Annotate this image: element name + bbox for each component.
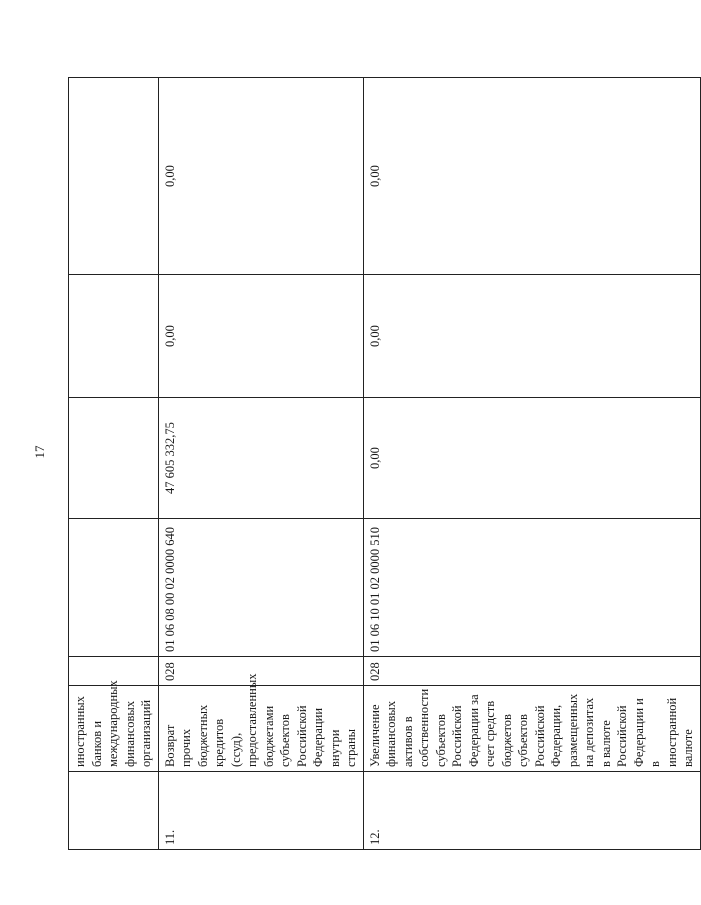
row-admin-code: 028 [363, 657, 700, 686]
row-amount-3 [69, 78, 159, 275]
row-name: иностранных банков и международных финансовых организаций [69, 686, 159, 772]
row-amount-2: 0,00 [363, 275, 700, 398]
row-number [69, 772, 159, 850]
table-row [363, 78, 700, 850]
row-amount-2: 0,00 [158, 275, 363, 398]
row-amount-1: 0,00 [363, 398, 700, 519]
rotated-table-area [68, 78, 695, 850]
page-number: 17 [32, 445, 47, 459]
table-row [158, 78, 363, 850]
row-budget-code [69, 519, 159, 657]
row-admin-code: 028 [158, 657, 363, 686]
row-number: 11. [158, 772, 363, 850]
row-budget-code: 01 06 08 00 02 0000 640 [158, 519, 363, 657]
row-amount-3: 0,00 [363, 78, 700, 275]
row-amount-2 [69, 275, 159, 398]
row-name: Возврат прочих бюджетных кредитов (ссуд), предоставленных бюджетами субъектов Российской Федерации внутри страны [158, 686, 363, 772]
row-number: 12. [363, 772, 700, 850]
row-amount-1: 47 605 332,75 [158, 398, 363, 519]
row-name: Увеличение финансовых активов в собственности субъектов Российской Федерации за счет средств бюджетов субъектов Российской Федерации, размещенных на депозитах в валюте Российской Федерации и в иностранной валюте [363, 686, 700, 772]
table-row [69, 78, 159, 850]
row-amount-3: 0,00 [158, 78, 363, 275]
row-budget-code: 01 06 10 01 02 0000 510 [363, 519, 700, 657]
row-amount-1 [69, 398, 159, 519]
budget-table [68, 77, 701, 850]
